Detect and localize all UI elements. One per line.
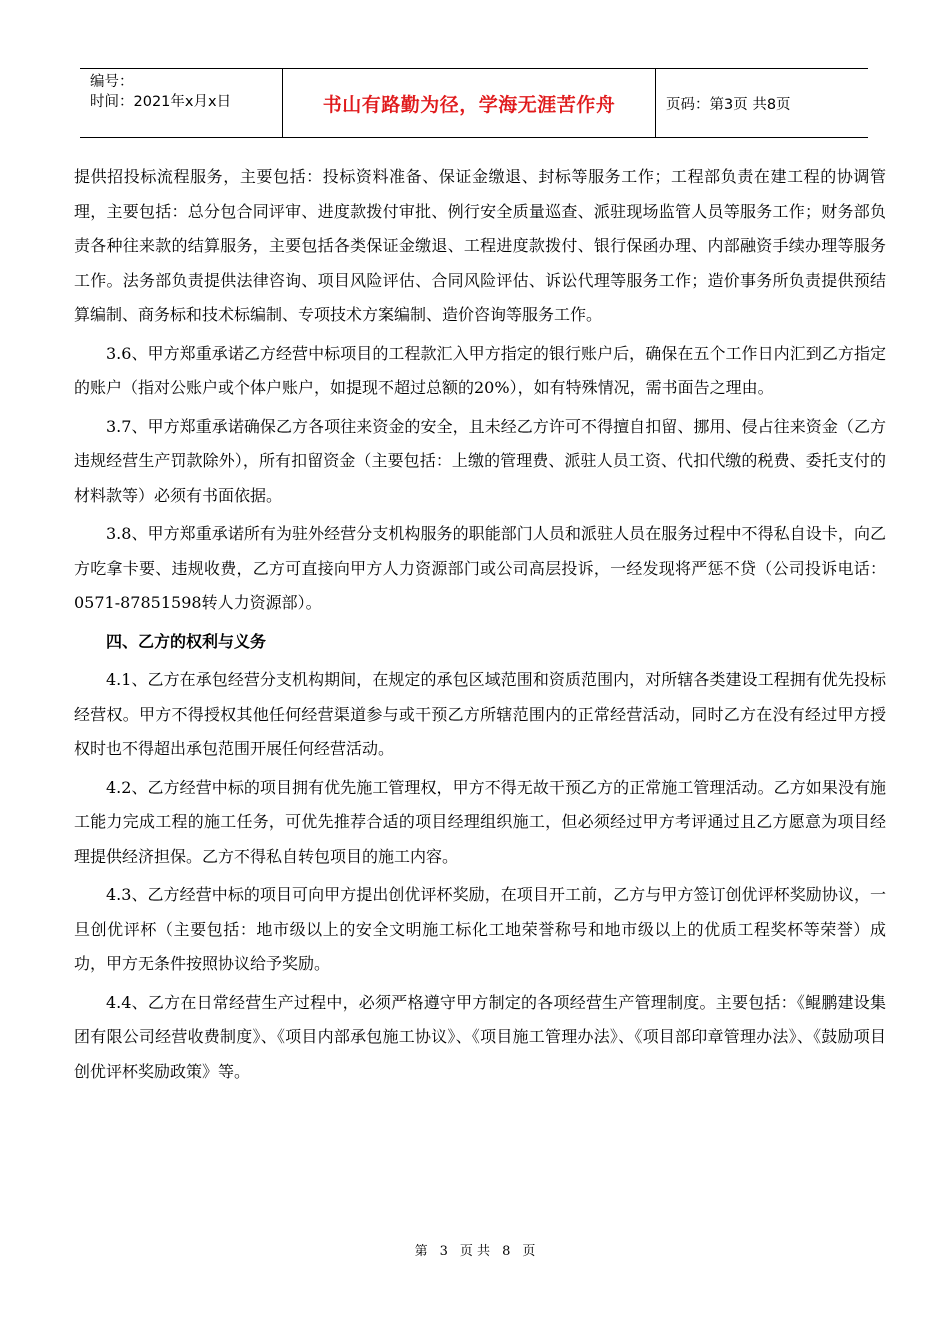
paragraph-3-6: 3.6、甲方郑重承诺乙方经营中标项目的工程款汇入甲方指定的银行账户后，确保在五个工作日内汇到乙方指定的账户（指对公账户或个体户账户，如提现不超过总额的20%），如有特殊情况，需书面告之理由。	[74, 343, 886, 397]
document-body	[74, 160, 886, 1093]
footer-mid: 页 共	[459, 1244, 491, 1259]
paragraph-4-2: 4.2、乙方经营中标的项目拥有优先施工管理权，甲方不得无故干预乙方的正常施工管理活动。乙方如果没有施工能力完成工程的施工任务，可优先推荐合适的项目经理组织施工，但必须经过甲方考评通过且乙方愿意为项目经理提供经济担保。乙方不得私自转包项目的施工内容。	[74, 777, 886, 866]
paragraph-3-7: 3.7、甲方郑重承诺确保乙方各项往来资金的安全，且未经乙方许可不得擅自扣留、挪用、侵占往来资金（乙方违规经营生产罚款除外），所有扣留资金（主要包括：上缴的管理费、派驻人员工资、代扣代缴的税费、委托支付的材料款等）必须有书面依据。	[74, 416, 886, 505]
paragraph-continued: 提供招投标流程服务，主要包括：投标资料准备、保证金缴退、封标等服务工作；工程部负责在建工程的协调管理，主要包括：总分包合同评审、进度款拨付审批、例行安全质量巡查、派驻现场监管人员等服务工作；财务部负责各种往来款的结算服务，主要包括各类保证金缴退、工程进度款拨付、银行保函办理、内部融资手续办理等服务工作。法务部负责提供法律咨询、项目风险评估、合同风险评估、诉讼代理等服务工作；造价事务所负责提供预结算编制、商务标和技术标编制、专项技术方案编制、造价咨询等服务工作。	[74, 167, 886, 324]
footer-page-number: 3	[439, 1244, 448, 1259]
section-heading: 四、乙方的权利与义务	[106, 631, 267, 651]
footer-suffix: 页	[522, 1244, 536, 1259]
paragraph-4-1: 4.1、乙方在承包经营分支机构期间，在规定的承包区域范围和资质范围内，对所辖各类建设工程拥有优先投标经营权。甲方不得授权其他任何经营渠道参与或干预乙方所辖范围内的正常经营活动，同时乙方在没有经过甲方授权时也不得超出承包范围开展任何经营活动。	[74, 670, 886, 758]
page-footer	[0, 1240, 950, 1259]
paragraph-3-8: 3.8、甲方郑重承诺所有为驻外经营分支机构服务的职能部门人员和派驻人员在服务过程中不得私自设卡，向乙方吃拿卡要、违规收费，乙方可直接向甲方人力资源部门或公司高层投诉，一经发现将严惩不贷（公司投诉电话：0571-87851598转人力资源部）。	[74, 524, 886, 612]
footer-prefix: 第	[414, 1244, 428, 1259]
paragraph-4-3: 4.3、乙方经营中标的项目可向甲方提出创优评杯奖励，在项目开工前，乙方与甲方签订创优评杯奖励协议，一旦创优评杯（主要包括：地市级以上的安全文明施工标化工地荣誉称号和地市级以上的优质工程奖杯等荣誉）成功，甲方无条件按照协议给予奖励。	[74, 885, 886, 973]
page-header	[80, 68, 868, 138]
footer-page-total: 8	[502, 1244, 511, 1259]
document-time-label: 时间：2021年x月x日	[90, 94, 232, 110]
document-number-label: 编号：	[90, 74, 134, 90]
paragraph-4-4: 4.4、乙方在日常经营生产过程中，必须严格遵守甲方制定的各项经营生产管理制度。主要包括：《鲲鹏建设集团有限公司经营收费制度》、《项目内部承包施工协议》、《项目施工管理办法》、《项目部印章管理办法》、《鼓励项目创优评杯奖励政策》等。	[74, 992, 886, 1081]
header-meta	[80, 69, 283, 137]
header-page-info: 页码：第3页 共8页	[666, 96, 791, 113]
header-motto: 书山有路勤为径，学海无涯苦作舟	[283, 69, 656, 137]
